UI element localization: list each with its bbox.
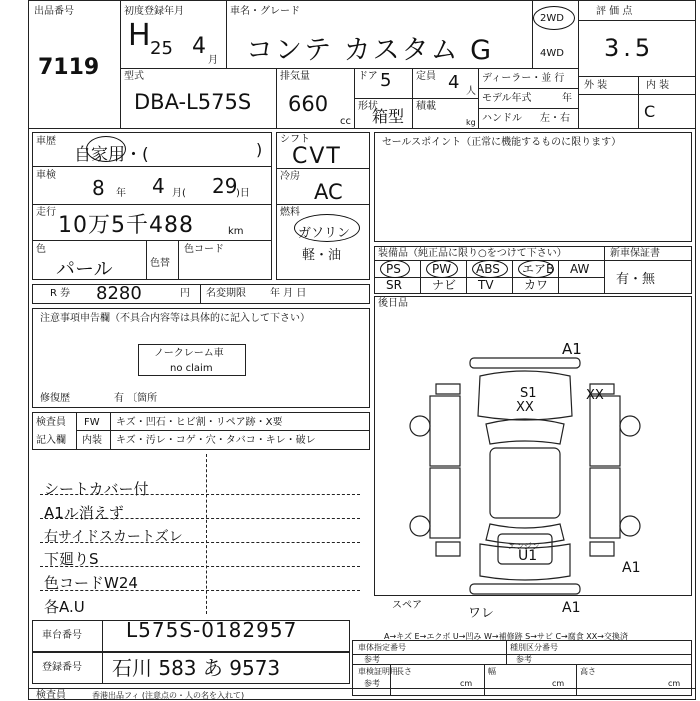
load-label: 積載 — [416, 101, 436, 112]
airbag-circle — [518, 260, 554, 278]
later-items-label: 後日品 — [378, 298, 408, 309]
model-label: 型式 — [124, 71, 144, 82]
reg-year: 25 — [150, 38, 173, 59]
fw-label: FW — [84, 417, 100, 428]
no-claim-jp: ノークレーム車 — [154, 348, 224, 359]
repair-value: 有 〔箇所 — [114, 393, 158, 404]
chassis-label: 車台番号 — [42, 630, 82, 641]
era: H — [128, 18, 151, 53]
recycle-value: 8280 — [96, 283, 142, 304]
car-name: コンテ カスタム G — [246, 35, 494, 66]
body-sub: 参考 — [364, 655, 380, 664]
note-line-4: 下廻りS — [44, 550, 99, 568]
note-line-2: A1ル消えず — [44, 504, 124, 522]
ps-circle — [380, 260, 410, 278]
inspection-day: 29 — [212, 174, 238, 198]
equip-leather: カワ — [524, 278, 549, 292]
bottom-text: 香港出品フィ (注意点の・人の名を入れて) — [92, 691, 245, 700]
mark-s1: S1 — [520, 386, 537, 401]
mileage-value: 10万5千488 — [58, 213, 194, 238]
fuel-label: 燃料 — [280, 207, 300, 218]
month-mark: 月( — [172, 188, 186, 199]
inspection-year: 8 — [92, 176, 105, 200]
ac-value: AC — [314, 180, 343, 204]
km-unit: km — [228, 226, 244, 237]
fuel-other: 軽・油 — [302, 248, 342, 263]
equip-aw: AW — [570, 262, 590, 276]
notes-title: 注意事項申告欄（不具合内容等は具体的に記入して下さい） — [40, 313, 310, 324]
int-label: 内装 — [82, 435, 102, 446]
warranty-label: 新車保証書 — [610, 248, 660, 259]
car-damage-diagram — [400, 336, 660, 606]
private-use-circle — [86, 136, 126, 162]
height-label: 高さ — [580, 667, 596, 676]
inspection-month: 4 — [152, 174, 165, 198]
mark-u1: U1 — [518, 548, 538, 564]
exterior-label: 外 装 — [584, 80, 608, 91]
drive-2wd: 2WD — [540, 13, 564, 24]
lot-number: 7119 — [38, 55, 100, 80]
car-history-value: 自家用・( — [74, 145, 149, 165]
mileage-label: 走行 — [36, 207, 56, 218]
mark-a1-top: A1 — [562, 340, 582, 358]
fuel-value: ガソリン — [298, 226, 351, 241]
cm-unit-2: cm — [552, 679, 565, 688]
drive-2wd-circle — [533, 6, 575, 30]
int-text: キズ・汚レ・コゲ・穴・タバコ・キレ・破レ — [116, 435, 316, 446]
pw-circle — [426, 260, 458, 278]
width-label: 幅 — [488, 667, 496, 676]
equip-abs: ABS — [476, 262, 500, 276]
shift-value: CVT — [292, 144, 342, 169]
note-line-6: 各A.U — [44, 598, 85, 616]
shape-value: 箱型 — [372, 107, 405, 126]
inspector-label: 検査員 — [36, 417, 66, 428]
cm-unit-3: cm — [668, 679, 681, 688]
warranty-value: 有・無 — [616, 272, 656, 287]
color-value: パール — [56, 258, 113, 280]
color-code-label: 色コード — [184, 244, 224, 255]
sales-point-label: セールスポイント（正常に機能するものに限ります） — [382, 137, 622, 148]
engine-label: エンジン — [508, 542, 540, 551]
model-value: DBA-L575S — [134, 90, 252, 114]
door-label: ドア — [358, 71, 378, 82]
cc-unit: cc — [340, 116, 351, 127]
lot-label: 出品番号 — [34, 6, 74, 17]
model-year-label: モデル年式 — [482, 93, 532, 104]
displacement-value: 660 — [288, 92, 329, 116]
interior-label: 内 装 — [646, 80, 670, 91]
category-label: 種別区分番号 — [510, 643, 558, 652]
equip-pw: PW — [432, 262, 452, 276]
damage-legend: A→キズ E→エクボ U→凹み W→補修跡 S→サビ C→腐食 XX→交換済 — [384, 632, 628, 641]
dealer-label: ディーラー・並 行 — [482, 73, 565, 84]
year-mark: 年 — [116, 188, 126, 199]
equip-ps: PS — [386, 262, 401, 276]
capacity-value: 4 — [448, 72, 460, 93]
handle-options: 左・右 — [540, 113, 570, 124]
mark-xx-2: XX — [586, 388, 604, 403]
chassis-value: L575S-0182957 — [126, 618, 298, 642]
interior-value: C — [644, 102, 656, 121]
day-mark: )日 — [236, 188, 250, 199]
ac-label: 冷房 — [280, 171, 300, 182]
yen-label: 円 — [180, 288, 190, 299]
person-unit: 人 — [466, 86, 476, 97]
kg-unit: kg — [466, 118, 476, 127]
month-unit: 月 — [208, 55, 218, 66]
cert-label: 車検証明用 — [358, 667, 398, 676]
record-label: 記入欄 — [36, 435, 66, 446]
handle-label: ハンドル — [482, 113, 522, 124]
length-label: 長さ — [396, 667, 412, 676]
color-change-label: 色替 — [150, 258, 170, 269]
note-line-5: 色コードW24 — [44, 574, 138, 592]
registration-value: 石川 583 あ 9573 — [112, 656, 281, 680]
mark-a1-bottom: A1 — [562, 600, 581, 616]
equip-airbag: エアB — [522, 262, 555, 276]
abs-circle — [472, 260, 508, 278]
body-number-label: 車体指定番号 — [358, 643, 406, 652]
name-change-label: 名変期限 — [206, 288, 246, 299]
cm-unit-1: cm — [460, 679, 473, 688]
reg-month: 4 — [192, 34, 206, 59]
mark-a1-side: A1 — [622, 560, 641, 576]
car-history-label: 車歴 — [36, 136, 56, 147]
note-line-3: 右サイドスカートズレ — [44, 529, 183, 545]
name-change-value: 年 月 日 — [270, 288, 307, 299]
shift-label: シフト — [280, 134, 310, 145]
spare-label: スペア — [392, 600, 422, 611]
shape-label: 形状 — [358, 101, 378, 112]
displacement-label: 排気量 — [280, 71, 310, 82]
drive-4wd: 4WD — [540, 48, 564, 59]
recycle-row — [32, 284, 370, 304]
name-grade-label: 車名・グレード — [230, 6, 300, 17]
color-label: 色 — [36, 244, 46, 255]
category-sub: 参考 — [516, 655, 532, 664]
year-unit: 年 — [562, 93, 572, 104]
no-claim-en: no claim — [170, 363, 213, 374]
equip-tv: TV — [478, 278, 494, 292]
car-history-paren-close: ) — [256, 140, 263, 159]
equip-navi: ナビ — [432, 278, 457, 292]
gasoline-circle — [294, 214, 360, 242]
cert-sub: 参考 — [364, 679, 380, 688]
inspection-label: 車検 — [36, 170, 56, 181]
equipment-label: 装備品（純正品に限り○をつけて下さい） — [378, 248, 567, 259]
repair-label: 修復歴 — [40, 393, 70, 404]
registration-label: 登録番号 — [42, 662, 82, 673]
capacity-label: 定員 — [416, 71, 436, 82]
first-reg-label: 初度登録年月 — [124, 6, 184, 17]
grade-value: 3.5 — [604, 34, 655, 62]
mark-xx-1: XX — [516, 400, 534, 415]
sales-point-block — [374, 132, 692, 242]
mark-crack: ワレ — [468, 606, 495, 621]
grade-label: 評 価 点 — [596, 6, 633, 17]
door-value: 5 — [380, 70, 392, 91]
recycle-label: R 券 — [50, 288, 71, 299]
fw-text: キズ・凹石・ヒビ割・リペア跡・X要 — [116, 417, 283, 428]
bottom-inspector-label: 検査員 — [36, 690, 66, 701]
equip-sr: SR — [386, 278, 402, 292]
note-line-1: シートカバー付 — [44, 480, 149, 498]
